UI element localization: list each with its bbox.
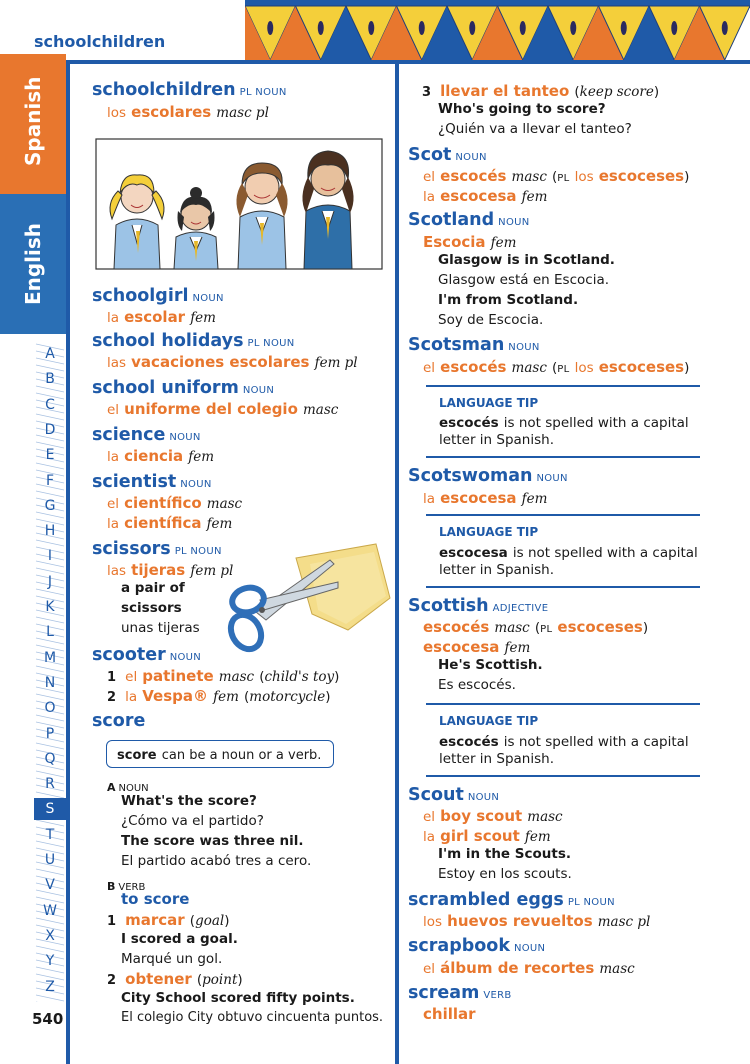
- page-number: 540: [32, 1010, 64, 1028]
- translation: escolar: [124, 308, 186, 326]
- part-of-speech: NOUN: [169, 652, 202, 663]
- translation-line: [423, 1004, 476, 1023]
- gender: masc: [302, 402, 339, 418]
- bunting-decoration: [245, 0, 750, 62]
- example-english: I'm in the Scouts.: [438, 846, 572, 862]
- article: los: [574, 169, 594, 185]
- translation-line: [107, 399, 338, 418]
- translation-line: [107, 307, 216, 326]
- sense-number: 2: [107, 973, 117, 988]
- article: los: [423, 914, 443, 930]
- entry-school-uniform: [92, 378, 274, 398]
- gloss-close: ): [325, 689, 331, 705]
- tip-bold: escocés: [439, 415, 499, 431]
- sense-line: [422, 81, 659, 100]
- entry-schoolgirl: [92, 286, 224, 306]
- alphabet-letter-x[interactable]: X: [45, 927, 55, 944]
- example-english: The score was three nil.: [121, 833, 304, 849]
- language-tip-text: [439, 542, 698, 561]
- language-tip-text: [439, 731, 689, 750]
- gender: fem: [521, 189, 548, 205]
- translation-line: [423, 826, 551, 845]
- alphabet-letter-n[interactable]: N: [44, 674, 56, 691]
- headword: score: [92, 711, 146, 731]
- headword: scientist: [92, 472, 177, 492]
- gender: fem: [490, 235, 517, 251]
- language-tip-heading: LANGUAGE TIP: [439, 714, 539, 728]
- gloss: goal: [195, 913, 225, 929]
- bunting-dot: [368, 21, 374, 35]
- entry-scooter: [92, 645, 201, 665]
- entry-scrapbook: [408, 936, 545, 956]
- article: los: [574, 360, 594, 376]
- gloss-open: (: [574, 84, 580, 100]
- sense-line: [107, 686, 331, 705]
- part-of-speech: NOUN: [467, 792, 500, 803]
- entry-school-holidays: [92, 331, 295, 351]
- article: las: [107, 563, 127, 579]
- alphabet-letter-i[interactable]: I: [47, 548, 53, 565]
- entry-scissors: [92, 539, 222, 559]
- entry-schoolchildren: [92, 80, 287, 100]
- gender: fem: [190, 310, 216, 326]
- translation-line: [423, 806, 563, 825]
- gender: fem: [206, 516, 233, 532]
- gender: fem: [188, 449, 215, 465]
- bunting-dot: [520, 21, 526, 35]
- spanish-tab[interactable]: [0, 54, 66, 194]
- bunting-dot: [722, 21, 728, 35]
- plural-close: ): [684, 360, 690, 376]
- tip-rest: is not spelled with a capital: [503, 734, 689, 750]
- alphabet-letter-p[interactable]: P: [45, 725, 55, 742]
- alphabet-letter-u[interactable]: U: [44, 852, 56, 868]
- example-english: I'm from Scotland.: [438, 292, 579, 308]
- tip-bold: escocesa: [439, 545, 508, 561]
- article: el: [423, 360, 436, 376]
- headword: Scout: [408, 785, 464, 805]
- translation-line: [107, 352, 358, 371]
- example-spanish: Estoy en los scouts.: [438, 866, 572, 882]
- article: el: [423, 809, 436, 825]
- entry-scotsman: [408, 335, 540, 355]
- part-of-speech: PL NOUN: [567, 897, 615, 908]
- headword: Scot: [408, 145, 452, 165]
- entry-science: [92, 425, 201, 445]
- part-of-speech: NOUN: [242, 385, 275, 396]
- alphabet-letter-q[interactable]: Q: [44, 750, 56, 767]
- usage-note-bold: score: [117, 748, 157, 763]
- alphabet-letter-h[interactable]: H: [44, 523, 56, 540]
- gender: masc: [527, 809, 563, 825]
- plural-label: PL: [540, 624, 553, 635]
- translation: Vespa®: [142, 687, 209, 705]
- translation-line: [423, 637, 530, 656]
- alphabet-letter-b[interactable]: B: [45, 371, 55, 388]
- sense-number: 1: [107, 670, 117, 685]
- translation-line: [423, 488, 547, 507]
- example-english: Who's going to score?: [438, 101, 606, 117]
- alphabet-letter-o[interactable]: O: [44, 700, 56, 717]
- translation: escocés: [440, 167, 507, 185]
- part-of-speech: PL NOUN: [247, 338, 295, 349]
- bunting-dot: [621, 21, 627, 35]
- gender: masc: [218, 669, 255, 685]
- translation-line: [423, 958, 635, 977]
- translation: marcar: [125, 911, 185, 929]
- language-tip-text: letter in Spanish.: [439, 751, 554, 767]
- gloss: keep score: [579, 84, 654, 100]
- article: la: [107, 310, 120, 326]
- translation-line: [423, 911, 650, 930]
- headword: Scotsman: [408, 335, 505, 355]
- gloss-close: ): [224, 913, 230, 929]
- alphabet-letter-y[interactable]: Y: [45, 953, 55, 970]
- plural-label: PL: [557, 364, 570, 375]
- alphabet-letter-l[interactable]: L: [46, 624, 54, 641]
- page-frame-top: [70, 60, 750, 64]
- translation: escocesa: [440, 187, 517, 205]
- alphabet-letter-k[interactable]: K: [45, 599, 55, 615]
- tip-rule-bottom: [426, 456, 700, 458]
- translation: tijeras: [131, 561, 186, 579]
- gloss-open: (: [196, 972, 203, 988]
- bunting-dot: [671, 21, 677, 35]
- gender: masc: [511, 360, 547, 376]
- translation-line: [423, 617, 648, 636]
- tip-rule-top: [426, 514, 700, 516]
- gender: fem pl: [314, 355, 358, 371]
- alphabet-letter-r[interactable]: R: [45, 776, 55, 793]
- headword: scrapbook: [408, 936, 510, 956]
- sense-line: [107, 666, 339, 685]
- translation: escolares: [131, 103, 212, 121]
- gender: masc pl: [216, 105, 269, 121]
- entry-scot: [408, 145, 487, 165]
- gender: fem: [521, 491, 548, 507]
- alphabet-letter-j[interactable]: J: [47, 573, 53, 590]
- tip-rule-top: [426, 385, 700, 387]
- translation: escocés: [423, 618, 490, 636]
- translation: vacaciones escolares: [131, 353, 310, 371]
- headword: schoolchildren: [92, 80, 236, 100]
- example-spanish: ¿Cómo va el partido?: [121, 813, 264, 829]
- example-spanish: El colegio City obtuvo cincuenta puntos.: [121, 1010, 384, 1025]
- plural: escoceses: [557, 618, 643, 636]
- language-tip-text: [439, 412, 689, 431]
- part-of-speech: PL NOUN: [239, 87, 287, 98]
- translation: girl scout: [440, 827, 520, 845]
- tip-rule-bottom: [426, 586, 700, 588]
- plural-open: (: [551, 360, 558, 376]
- section-label: B: [107, 880, 116, 893]
- bunting-dot: [318, 21, 324, 35]
- entry-scientist: [92, 472, 212, 492]
- translation-line: [423, 166, 689, 185]
- translation: boy scout: [440, 807, 523, 825]
- headword: schoolgirl: [92, 286, 189, 306]
- translation-line: [423, 357, 689, 376]
- alphabet-letter-z[interactable]: Z: [45, 978, 55, 995]
- translation-line: [107, 493, 242, 512]
- article: los: [107, 105, 127, 121]
- example-spanish: El partido acabó tres a cero.: [121, 853, 312, 869]
- english-tab[interactable]: [0, 194, 66, 334]
- translation: patinete: [142, 667, 214, 685]
- bunting-dot: [267, 21, 273, 35]
- translation: obtener: [125, 970, 192, 988]
- sense-number: 2: [107, 690, 117, 705]
- example-spanish: Marqué un gol.: [121, 951, 223, 967]
- phrase: to score: [121, 890, 190, 908]
- plural-open: (: [534, 620, 541, 636]
- language-tip-heading: LANGUAGE TIP: [439, 396, 539, 410]
- tip-rule-bottom: [426, 775, 700, 777]
- language-tip-text: letter in Spanish.: [439, 562, 554, 578]
- entry-scream: [408, 983, 512, 1003]
- entry-scrambled-eggs: [408, 890, 615, 910]
- section-label: A: [107, 781, 116, 794]
- part-of-speech: NOUN: [455, 152, 487, 163]
- gloss: motorcycle: [249, 689, 326, 705]
- article: las: [107, 355, 127, 371]
- example-spanish: unas tijeras: [121, 620, 200, 636]
- column-divider: [395, 60, 399, 1064]
- english-tab-label: English: [21, 222, 45, 306]
- gloss-close: ): [334, 669, 340, 685]
- plural-open: (: [551, 169, 558, 185]
- bunting-dot: [419, 21, 425, 35]
- example-english: City School scored fifty points.: [121, 990, 355, 1006]
- example-english: What's the score?: [121, 793, 257, 809]
- gloss-open: (: [189, 913, 196, 929]
- gloss: point: [202, 972, 238, 988]
- section-pos: NOUN: [118, 783, 149, 794]
- running-head: schoolchildren: [34, 32, 166, 51]
- translation: escocesa: [423, 638, 500, 656]
- alphabet-letter-e[interactable]: E: [45, 447, 55, 464]
- gender: masc: [494, 620, 530, 636]
- gloss-close: ): [653, 84, 660, 100]
- example-spanish: Soy de Escocia.: [438, 312, 544, 328]
- translation: escocesa: [440, 489, 517, 507]
- article: el: [107, 402, 120, 418]
- article: la: [107, 449, 120, 465]
- translation-line: [107, 102, 269, 121]
- page-frame-left: [66, 60, 70, 1064]
- gender: fem: [213, 689, 239, 705]
- part-of-speech: ADJECTIVE: [492, 603, 549, 614]
- gender: fem: [524, 829, 551, 845]
- article: la: [125, 689, 138, 705]
- scissors-illustration: [226, 538, 392, 658]
- translation: chillar: [423, 1005, 476, 1023]
- gender: fem pl: [190, 563, 234, 579]
- translation: Escocia: [423, 233, 486, 251]
- gloss: child's toy: [264, 669, 335, 685]
- spanish-tab-label: Spanish: [21, 76, 45, 166]
- usage-note: [117, 744, 321, 763]
- language-tip-heading: LANGUAGE TIP: [439, 525, 539, 539]
- plural: escoceses: [598, 358, 685, 376]
- bunting-dot: [570, 21, 576, 35]
- gender: fem: [504, 640, 531, 656]
- example-english: Glasgow is in Scotland.: [438, 252, 615, 268]
- translation: científico: [124, 494, 202, 512]
- alphabet-letter-d[interactable]: D: [44, 421, 56, 438]
- article: el: [423, 961, 436, 977]
- translation: huevos revueltos: [447, 912, 593, 930]
- example-english: He's Scottish.: [438, 657, 543, 673]
- translation: llevar el tanteo: [440, 82, 570, 100]
- bunting-dot: [469, 21, 475, 35]
- part-of-speech: NOUN: [180, 479, 212, 490]
- schoolgirls-illustration: [92, 133, 388, 275]
- headword: Scotland: [408, 210, 495, 230]
- gloss-open: (: [259, 669, 265, 685]
- tip-rest: is not spelled with a capital: [503, 415, 689, 431]
- headword: scream: [408, 983, 480, 1003]
- plural-close: ): [642, 620, 649, 636]
- example-spanish: Es escocés.: [438, 677, 516, 693]
- sense-number: 3: [422, 85, 432, 100]
- alphabet-letter-c[interactable]: C: [45, 396, 55, 413]
- alphabet-letter-t[interactable]: T: [45, 826, 55, 843]
- gender: masc: [206, 496, 243, 512]
- alphabet-letter-g[interactable]: G: [44, 497, 56, 514]
- headword: science: [92, 425, 166, 445]
- tip-rest: is not spelled with a capital: [512, 545, 698, 561]
- translation-line: [107, 560, 233, 579]
- translation: álbum de recortes: [440, 959, 595, 977]
- entry-scottish: [408, 596, 548, 616]
- headword: Scottish: [408, 596, 489, 616]
- headword: school holidays: [92, 331, 244, 351]
- gloss-open: (: [244, 689, 250, 705]
- gender: masc: [511, 169, 547, 185]
- sense-number: 1: [107, 914, 117, 929]
- part-of-speech: VERB: [483, 990, 512, 1001]
- article: la: [423, 189, 436, 205]
- gender: masc pl: [597, 914, 651, 930]
- headword: Scotswoman: [408, 466, 533, 486]
- example-spanish: ¿Quién va a llevar el tanteo?: [438, 121, 632, 137]
- alphabet-letter-w[interactable]: W: [43, 902, 57, 919]
- translation-line: [107, 513, 232, 532]
- part-of-speech: NOUN: [513, 943, 546, 954]
- headword: scissors: [92, 539, 171, 559]
- part-of-speech: PL NOUN: [174, 546, 222, 557]
- part-of-speech: NOUN: [192, 293, 224, 304]
- example-english: scissors: [121, 600, 182, 616]
- entry-scotswoman: [408, 466, 568, 486]
- translation: ciencia: [124, 447, 184, 465]
- plural: escoceses: [598, 167, 685, 185]
- sense-line: [107, 969, 243, 988]
- article: el: [423, 169, 436, 185]
- example-spanish: Glasgow está en Escocia.: [438, 272, 610, 288]
- part-of-speech: NOUN: [169, 432, 201, 443]
- alphabet-letter-f[interactable]: F: [45, 472, 55, 489]
- alphabet-letter-v[interactable]: V: [45, 877, 55, 894]
- article: la: [107, 516, 120, 532]
- tip-bold: escocés: [439, 734, 499, 750]
- article: el: [125, 669, 138, 685]
- part-of-speech: NOUN: [498, 217, 530, 228]
- translation-line: [107, 446, 214, 465]
- article: la: [423, 491, 436, 507]
- entry-scout: [408, 785, 499, 805]
- usage-note-text: can be a noun or a verb.: [161, 748, 322, 763]
- part-of-speech: NOUN: [508, 342, 540, 353]
- translation: científica: [124, 514, 202, 532]
- translation-line: [423, 186, 547, 205]
- entry-score: [92, 711, 145, 731]
- gloss-close: ): [237, 972, 243, 988]
- gender: masc: [599, 961, 635, 977]
- headword: school uniform: [92, 378, 239, 398]
- section-pos: VERB: [118, 882, 146, 893]
- translation: escocés: [440, 358, 507, 376]
- alphabet-letter-s[interactable]: S: [34, 798, 66, 820]
- example-english: I scored a goal.: [121, 931, 238, 947]
- tip-rule-top: [426, 703, 700, 705]
- example-english: a pair of: [121, 580, 185, 596]
- headword: scooter: [92, 645, 166, 665]
- translation-line: [423, 232, 516, 251]
- article: el: [107, 496, 120, 512]
- headword: scrambled eggs: [408, 890, 564, 910]
- alphabet-letter-m[interactable]: M: [43, 649, 57, 666]
- plural-label: PL: [557, 173, 570, 184]
- translation: uniforme del colegio: [124, 400, 298, 418]
- entry-scotland: [408, 210, 530, 230]
- plural-close: ): [684, 169, 690, 185]
- alphabet-letter-a[interactable]: A: [45, 346, 55, 362]
- language-tip-text: letter in Spanish.: [439, 432, 554, 448]
- sense-line: [107, 910, 230, 929]
- article: la: [423, 829, 436, 845]
- part-of-speech: NOUN: [536, 473, 568, 484]
